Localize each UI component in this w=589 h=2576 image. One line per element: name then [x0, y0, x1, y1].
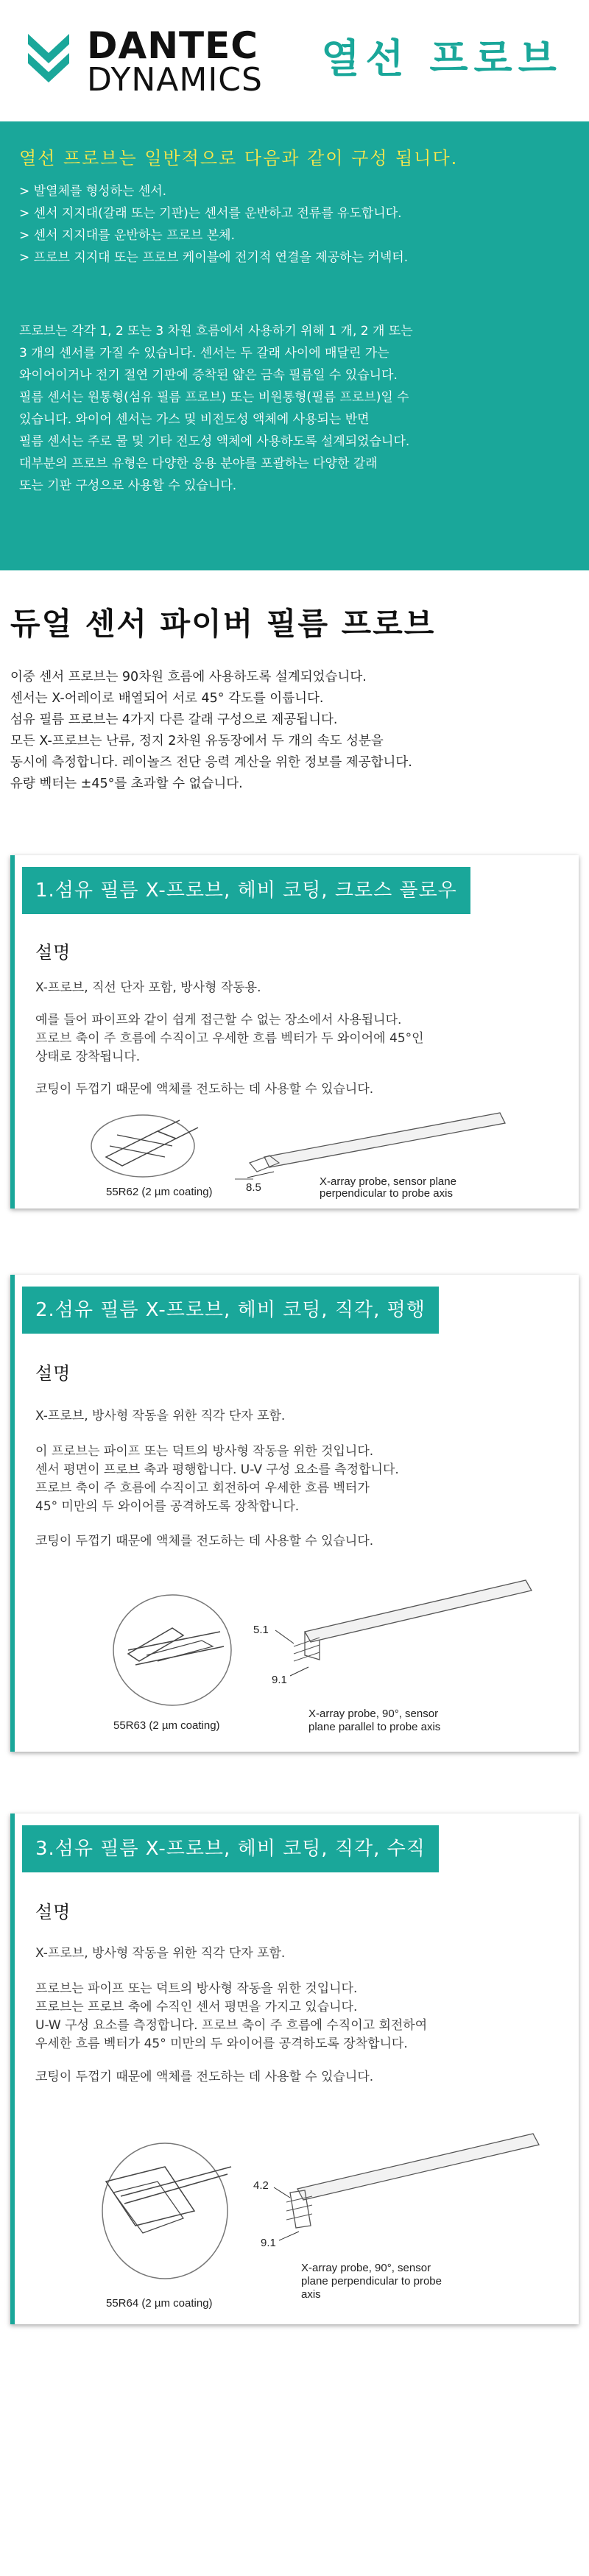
- card-accent-strip: [10, 855, 15, 1209]
- dantec-logo-mark-icon: [27, 31, 71, 84]
- intro-line: 필름 센서는 주로 물 및 기타 전도성 액체에 사용하도록 설계되었습니다.: [19, 434, 410, 449]
- card-note: 코팅이 두껍기 때문에 액체를 전도하는 데 사용할 수 있습니다.: [35, 1082, 374, 1097]
- probe-model: 55R63 (2 µm coating): [113, 1719, 220, 1732]
- card-desc-line: 프로브는 프로브 축에 수직인 센서 평면을 가지고 있습니다.: [35, 2000, 358, 2014]
- probe-caption-line: axis: [301, 2288, 321, 2301]
- intro-title: 열선 프로브는 일반적으로 다음과 같이 구성 됩니다.: [19, 148, 459, 169]
- dimension-label: 4.2: [253, 2179, 269, 2192]
- section-paragraph: [10, 667, 585, 795]
- dimension-label: 8.5: [246, 1181, 261, 1194]
- intro-list-item: > 센서 지지대를 운반하는 프로브 본체.: [19, 228, 235, 243]
- card-title: 1.섬유 필름 X-프로브, 헤비 코팅, 크로스 플로우: [22, 867, 470, 914]
- card-note: 코팅이 두껍기 때문에 액체를 전도하는 데 사용할 수 있습니다.: [35, 2070, 374, 2084]
- probe-caption-line: plane parallel to probe axis: [308, 1721, 441, 1733]
- intro-line: 필름 센서는 원통형(섬유 필름 프로브) 또는 비원통형(필름 프로브)일 수: [19, 390, 409, 405]
- card-accent-strip: [10, 1814, 15, 2324]
- section-line: 모든 X-프로브는 난류, 정지 2차원 유동장에서 두 개의 속도 성분을: [10, 734, 384, 749]
- intro-list-item: > 프로브 지지대 또는 프로브 케이블에 전기적 연결을 제공하는 커넥터.: [19, 250, 409, 265]
- probe-caption-line: X-array probe, 90°, sensor: [308, 1708, 439, 1720]
- intro-list: [19, 180, 579, 269]
- intro-line: 와이어이거나 전기 절연 기판에 증착된 얇은 금속 필름일 수 있습니다.: [19, 368, 398, 383]
- card-desc-line: 예를 들어 파이프와 같이 쉽게 접근할 수 없는 장소에서 사용됩니다.: [35, 1013, 402, 1027]
- probe-card-55r63: [10, 1275, 579, 1752]
- card-desc-line: 센서 평면이 프로브 축과 평행합니다. U-V 구성 요소를 측정합니다.: [35, 1462, 399, 1477]
- card-desc-line: 상태로 장착됩니다.: [35, 1050, 141, 1064]
- probe-55r62-diagram: [77, 1105, 548, 1201]
- section-line: 이중 센서 프로브는 90차원 흐름에 사용하도록 설계되었습니다.: [10, 670, 367, 684]
- dimension-label: 9.1: [261, 2237, 276, 2249]
- card-desc-line: 우세한 흐름 벡터가 45° 미만의 두 와이어를 공격하도록 장착합니다.: [35, 2037, 408, 2051]
- card-subtitle: 설명: [35, 1902, 71, 1922]
- intro-line: 대부분의 프로브 유형은 다양한 응용 분야를 포괄하는 다양한 갈래: [19, 456, 378, 471]
- intro-section: [0, 121, 589, 570]
- probe-model: 55R64 (2 µm coating): [106, 2297, 213, 2310]
- card-note: 코팅이 두껍기 때문에 액체를 전도하는 데 사용할 수 있습니다.: [35, 1534, 374, 1549]
- intro-list-item: > 발열체를 형성하는 센서.: [19, 184, 167, 199]
- section-line: 섬유 필름 프로브는 4가지 다른 갈래 구성으로 제공됩니다.: [10, 712, 338, 727]
- intro-line: 3 개의 센서를 가질 수 있습니다. 센서는 두 갈래 사이에 매달린 가는: [19, 346, 389, 361]
- card-desc-short: X-프로브, 방사형 작동을 위한 직각 단자 포함.: [35, 1409, 286, 1423]
- card-title: 3.섬유 필름 X-프로브, 헤비 코팅, 직각, 수직: [22, 1825, 439, 1872]
- dimension-label: 5.1: [253, 1624, 269, 1636]
- probe-card-55r62: [10, 855, 579, 1209]
- card-desc-short: X-프로브, 직선 단자 포함, 방사형 작동용.: [35, 980, 261, 995]
- probe-caption-line: X-array probe, sensor plane: [320, 1175, 456, 1188]
- card-accent-strip: [10, 1275, 15, 1752]
- card-desc: [35, 1443, 558, 1516]
- card-desc: [35, 1980, 558, 2053]
- probe-caption-line: perpendicular to probe axis: [320, 1187, 453, 1200]
- section-line: 동시에 측정합니다. 레이놀즈 전단 응력 계산을 위한 정보를 제공합니다.: [10, 755, 412, 770]
- intro-line: 있습니다. 와이어 센서는 가스 및 비전도성 액체에 사용되는 반면: [19, 412, 370, 427]
- probe-caption-line: X-array probe, 90°, sensor: [301, 2262, 431, 2274]
- card-desc-line: 프로브는 파이프 또는 덕트의 방사형 작동을 위한 것입니다.: [35, 1981, 358, 1996]
- intro-line: 또는 기판 구성으로 사용할 수 있습니다.: [19, 478, 237, 493]
- probe-55r64-diagram: [77, 2123, 562, 2314]
- card-desc-line: 45° 미만의 두 와이어를 공격하도록 장착합니다.: [35, 1499, 300, 1514]
- card-desc-short: X-프로브, 방사형 작동을 위한 직각 단자 포함.: [35, 1946, 286, 1961]
- card-desc-line: 이 프로브는 파이프 또는 덕트의 방사형 작동을 위한 것입니다.: [35, 1444, 374, 1459]
- card-subtitle: 설명: [35, 942, 71, 963]
- intro-paragraph: [19, 320, 579, 497]
- probe-55r63-diagram: [84, 1573, 555, 1742]
- card-desc-line: 프로브 축이 주 흐름에 수직이고 우세한 흐름 벡터가 두 와이어에 45°인: [35, 1031, 424, 1046]
- card-desc-line: 프로브 축이 주 흐름에 수직이고 회전하여 우세한 흐름 벡터가: [35, 1481, 370, 1496]
- probe-caption-line: plane perpendicular to probe: [301, 2275, 442, 2287]
- section-line: 센서는 X-어레이로 배열되어 서로 45° 각도를 이룹니다.: [10, 691, 324, 706]
- section-title: 듀얼 센서 파이버 필름 프로브: [10, 606, 436, 642]
- page-header: [0, 0, 589, 121]
- brand-subname: DYNAMICS: [87, 61, 263, 99]
- brand-name: DANTEC: [87, 24, 259, 67]
- dimension-label: 9.1: [272, 1674, 287, 1686]
- card-desc-line: U-W 구성 요소를 측정합니다. 프로브 축이 주 흐름에 수직이고 회전하여: [35, 2018, 428, 2033]
- page-title: 열선 프로브: [321, 35, 562, 82]
- probe-model: 55R62 (2 µm coating): [106, 1186, 213, 1198]
- section-line: 유량 벡터는 ±45°를 초과할 수 없습니다.: [10, 776, 243, 791]
- card-subtitle: 설명: [35, 1363, 71, 1384]
- intro-list-item: > 센서 지지대(갈래 또는 기판)는 센서를 운반하고 전류를 유도합니다.: [19, 206, 402, 221]
- intro-line: 프로브는 각각 1, 2 또는 3 차원 흐름에서 사용하기 위해 1 개, 2 개 또는: [19, 324, 413, 339]
- card-desc: [35, 1011, 558, 1066]
- card-title: 2.섬유 필름 X-프로브, 헤비 코팅, 직각, 평행: [22, 1287, 439, 1334]
- dantec-logo: [27, 26, 277, 100]
- probe-card-55r64: [10, 1814, 579, 2324]
